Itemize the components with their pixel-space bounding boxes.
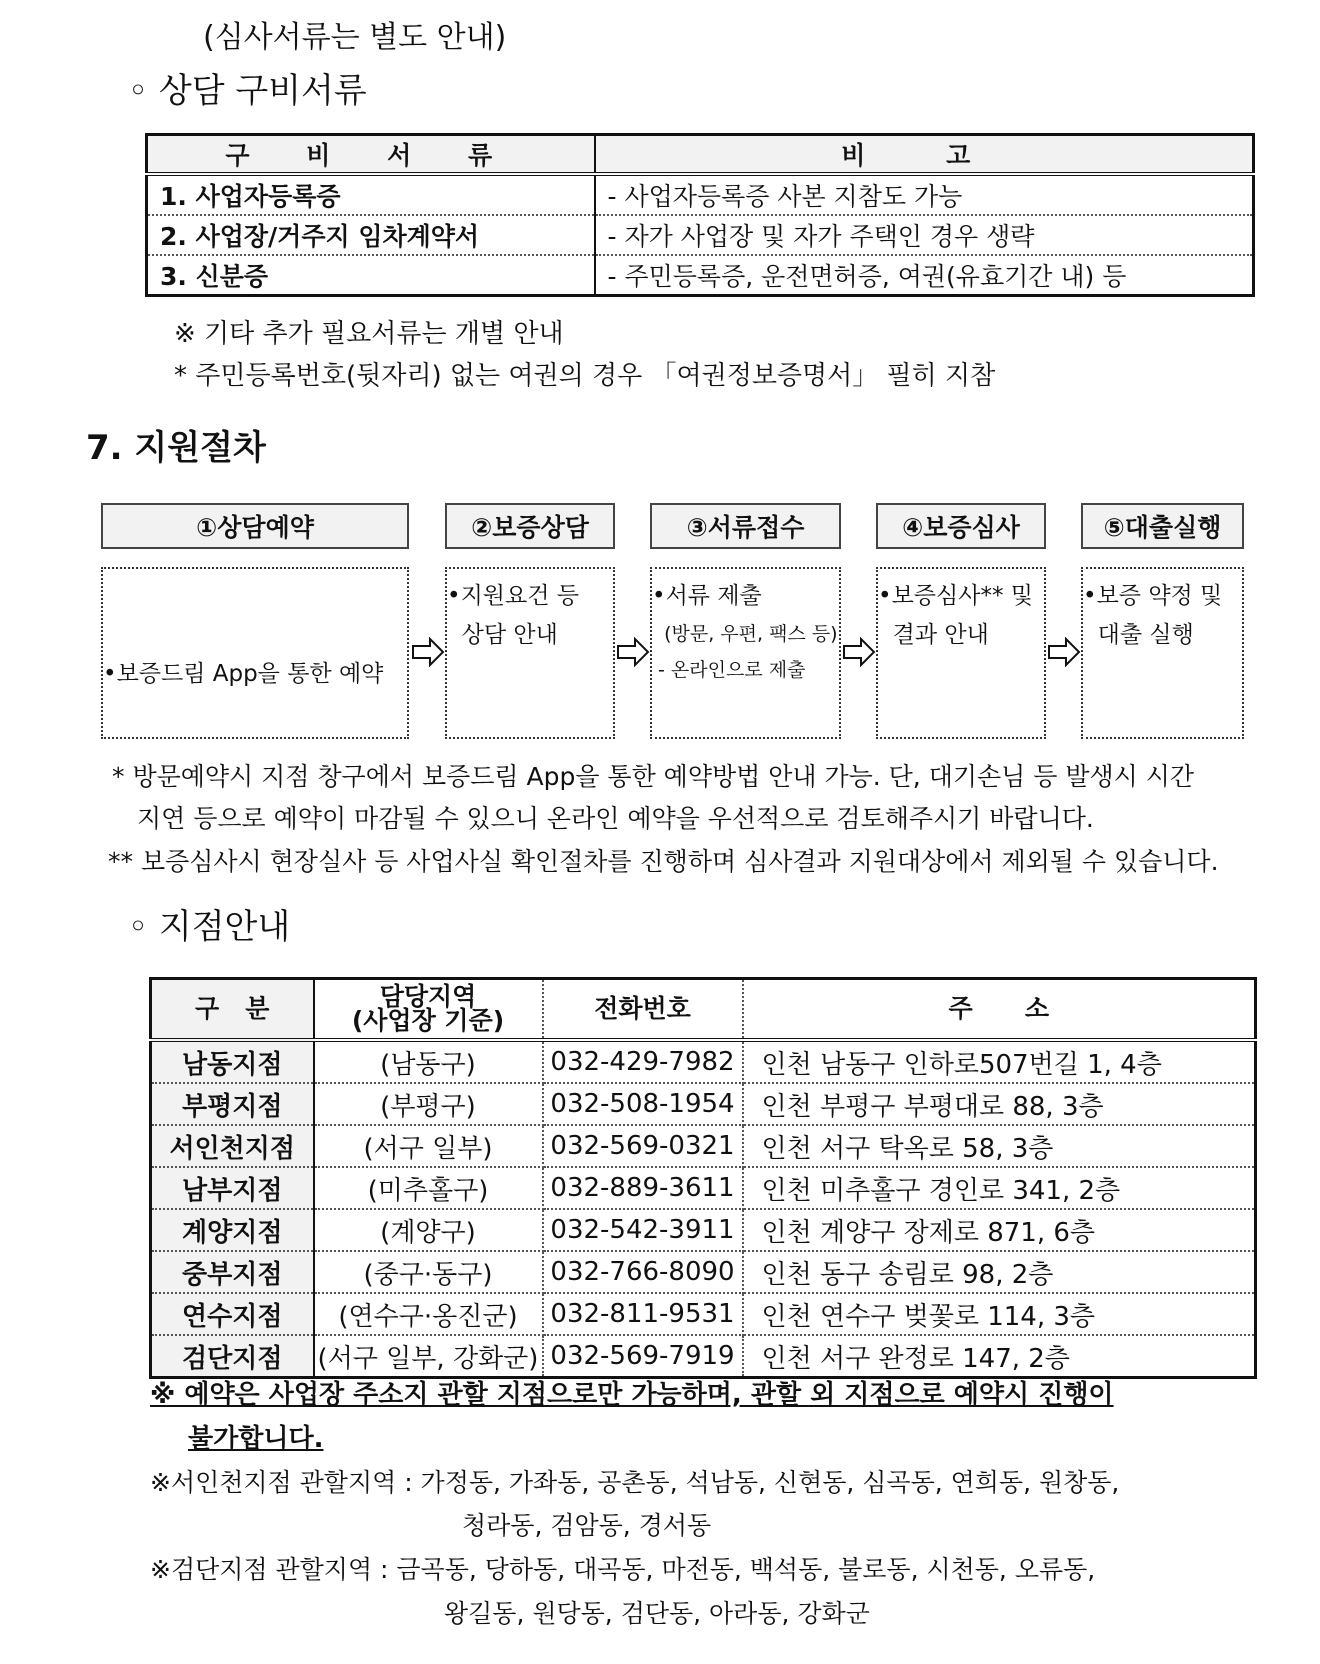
doc-remark: - 자가 사업장 및 자가 주택인 경우 생략: [595, 215, 1254, 255]
table-row: [151, 1040, 1256, 1083]
branch-region: (계양구): [314, 1209, 543, 1251]
reservation-note-line2: 불가합니다.: [188, 1424, 324, 1454]
docs-note-extra: ※ 기타 추가 필요서류는 개별 안내: [174, 319, 564, 349]
table-row: [147, 255, 1254, 296]
reservation-note-line1: ※ 예약은 사업장 주소지 관할 지점으로만 가능하며, 관할 외 지점으로 예약시 진행이: [150, 1380, 1114, 1410]
doc-remark: - 사업자등록증 사본 지참도 가능: [595, 174, 1254, 215]
step-label-5: ⑤대출실행: [1081, 503, 1244, 549]
branch-phone: 032-508-1954: [543, 1083, 743, 1125]
branch-name: 서인천지점: [151, 1125, 314, 1167]
arrow-right-icon: [1047, 637, 1081, 667]
branch-phone: 032-542-3911: [543, 1209, 743, 1251]
table-row: [151, 1293, 1256, 1335]
step-line: •서류 제출: [652, 583, 762, 609]
step-body-2: [445, 567, 615, 739]
docs-note: (심사서류는 별도 안내): [203, 20, 507, 55]
step-body-4: [876, 567, 1046, 739]
branch-region: (연수구·옹진군): [314, 1293, 543, 1335]
table-row: [151, 1125, 1256, 1167]
branch-region: (서구 일부): [314, 1125, 543, 1167]
branch-table-header: [151, 979, 1256, 1041]
step-label-1: ①상담예약: [101, 503, 409, 549]
step-body-1: [101, 567, 409, 739]
arrow-right-icon: [842, 637, 876, 667]
table-row: [151, 1167, 1256, 1209]
doc-remark: - 주민등록증, 운전면허증, 여권(유효기간 내) 등: [607, 262, 1127, 291]
branch-address: 인천 서구 완정로 147, 2층: [761, 1343, 1070, 1374]
step-line: (방문, 우편, 팩스 등): [652, 623, 838, 645]
branch-address: 인천 미추홀구 경인로 341, 2층: [743, 1167, 1256, 1209]
table-row: [147, 174, 1254, 215]
branch-name: 남동지점: [151, 1040, 314, 1083]
branch-region: (남동구): [314, 1040, 543, 1083]
branch-address: 인천 서구 탁옥로 58, 3층: [743, 1125, 1256, 1167]
header-region-line1: 담당지역: [379, 982, 477, 1011]
geomdan-area-line1: ※검단지점 관할지역 : 금곡동, 당하동, 대곡동, 마전동, 백석동, 불로동, 시천동, 오류동,: [150, 1555, 1096, 1584]
branch-name: 부평지점: [151, 1083, 314, 1125]
docs-header-docs: 구 비 서 류: [147, 135, 595, 175]
step-line: •지원요건 등: [447, 583, 579, 609]
arrow-right-icon: [616, 637, 650, 667]
branch-name: 연수지점: [151, 1293, 314, 1335]
branch-phone: 032-569-0321: [543, 1125, 743, 1167]
branch-phone: 032-766-8090: [543, 1251, 743, 1293]
branch-address: 인천 계양구 장제로 871, 6층: [743, 1209, 1256, 1251]
table-row: [151, 1083, 1256, 1125]
branches-title: ◦ 지점안내: [128, 907, 291, 947]
branch-name: 남부지점: [151, 1167, 314, 1209]
step-line: - 온라인으로 제출: [652, 659, 806, 681]
step-line: 상담 안내: [447, 622, 558, 648]
branch-table: [149, 977, 1257, 1379]
step-line: •보증드림 App을 통한 예약: [103, 661, 384, 687]
branch-phone: 032-429-7982: [543, 1040, 743, 1083]
step-line: 대출 실행: [1083, 622, 1194, 648]
docs-section-title: ◦ 상담 구비서류: [128, 71, 367, 111]
geomdan-area-line2: 왕길동, 원당동, 검단동, 아라동, 강화군: [444, 1599, 870, 1628]
docs-table: [145, 133, 1255, 297]
step-line: •보증 약정 및: [1083, 583, 1223, 609]
header-phone: 전화번호: [543, 979, 743, 1041]
branch-name: 중부지점: [151, 1251, 314, 1293]
step-label-2: ②보증상담: [445, 503, 615, 549]
docs-note-passport: * 주민등록번호(뒷자리) 없는 여권의 경우 「여권정보증명서」 필히 지참: [174, 361, 996, 391]
header-region: [314, 979, 543, 1041]
branch-region: (중구·동구): [314, 1251, 543, 1293]
branch-name: 계양지점: [151, 1209, 314, 1251]
procedure-note-3: ** 보증심사시 현장실사 등 사업사실 확인절차를 진행하며 심사결과 지원대상에서 제외될 수 있습니다.: [108, 847, 1219, 876]
step-label-3: ③서류접수: [650, 503, 841, 549]
doc-name: 2. 사업장/거주지 임차계약서: [147, 215, 595, 255]
step-body-3: [650, 567, 841, 739]
branch-region: (미추홀구): [314, 1167, 543, 1209]
branch-address: 인천 연수구 벚꽃로 114, 3층: [743, 1293, 1256, 1335]
branch-phone: 032-569-7919: [543, 1335, 743, 1378]
branch-address: 인천 동구 송림로 98, 2층: [743, 1251, 1256, 1293]
branch-phone: 032-889-3611: [543, 1167, 743, 1209]
procedure-title: 7. 지원절차: [86, 428, 266, 468]
header-division: 구 분: [151, 979, 314, 1041]
branch-name: 검단지점: [151, 1335, 314, 1378]
step-line: •보증심사** 및: [878, 583, 1033, 609]
table-row: [151, 1251, 1256, 1293]
table-row: [147, 215, 1254, 255]
docs-header-remarks: 비 고: [595, 135, 1254, 175]
docs-table-header: [147, 135, 1254, 175]
step-line: 결과 안내: [878, 622, 989, 648]
step-label-4: ④보증심사: [876, 503, 1046, 549]
table-row: [151, 1335, 1256, 1378]
procedure-note-1: * 방문예약시 지점 창구에서 보증드림 App을 통한 예약방법 안내 가능. 단, 대기손님 등 발생시 시간: [112, 762, 1195, 791]
branch-address: 인천 남동구 인하로507번길 1, 4층: [743, 1040, 1256, 1083]
branch-region: (서구 일부, 강화군): [314, 1335, 543, 1378]
branch-phone: 032-811-9531: [543, 1293, 743, 1335]
header-address: 주 소: [743, 979, 1256, 1041]
branch-address: 인천 부평구 부평대로 88, 3층: [743, 1083, 1256, 1125]
seoincheon-area-line2: 청라동, 검암동, 경서동: [462, 1511, 712, 1540]
procedure-note-2: 지연 등으로 예약이 마감될 수 있으니 온라인 예약을 우선적으로 검토해주시기 바랍니다.: [137, 804, 1094, 833]
step-body-5: [1081, 567, 1244, 739]
table-row: [151, 1209, 1256, 1251]
seoincheon-area-line1: ※서인천지점 관할지역 : 가정동, 가좌동, 공촌동, 석남동, 신현동, 심곡동, 연희동, 원창동,: [150, 1468, 1120, 1497]
arrow-right-icon: [411, 637, 445, 667]
branch-region: (부평구): [314, 1083, 543, 1125]
header-region-line2: (사업장 기준): [351, 1006, 505, 1035]
doc-name: 1. 사업자등록증: [147, 174, 595, 215]
doc-name: 3. 신분증: [147, 255, 595, 296]
